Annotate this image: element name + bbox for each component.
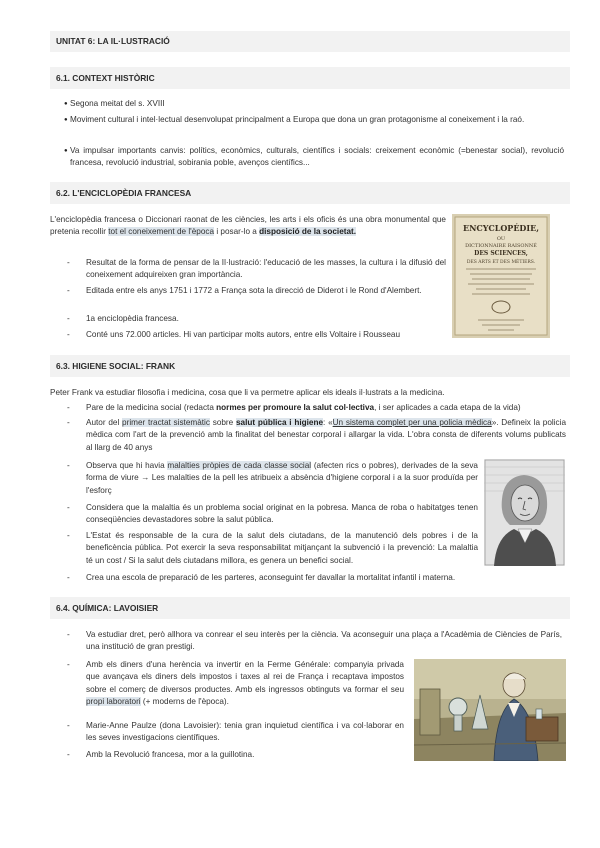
- svg-text:DES ARTS ET DES MÉTIERS.: DES ARTS ET DES MÉTIERS.: [466, 260, 536, 265]
- svg-text:OU: OU: [496, 236, 506, 242]
- frank-intro: Peter Frank va estudiar filosofia i medicina, cosa que li va permetre aplicar els ideals il·lustrats a la medicina.: [50, 388, 445, 397]
- dash-item: - Conté uns 72.000 articles. Hi van participar molts autors, entre ells Voltaire i Rousseau: [86, 329, 446, 341]
- dash-item: - Amb la Revolució francesa, mor a la guillotina.: [86, 749, 404, 761]
- bullet-item: ● Va impulsar importants canvis: polítics, econòmics, culturals, científics i socials: creixement econòmic (=benestar social), revolució francesa, revolució industrial, sobirania poble, avenços científics...: [70, 145, 564, 170]
- unit-title: UNITAT 6: LA IL·LUSTRACIÓ: [50, 31, 570, 52]
- svg-text:DICTIONNAIRE RAISONNÉ: DICTIONNAIRE RAISONNÉ: [465, 243, 537, 249]
- dash-item: - Resultat de la forma de pensar de la Il·lustració: l'educació de les masses, la cultura i la difusió del coneixement adquireixen gran importància.: [86, 257, 446, 282]
- dash-item: - Marie-Anne Paulze (dona Lavoisier): tenia gran inquietud científica i va col·laborar en les seves investigacions científiques.: [86, 720, 404, 745]
- dash-item: - L'Estat és responsable de la cura de la salut dels ciutadans, de la manutenció dels pobres i de la beneficència pública. Pot exercir la seva responsabilitat mitjançant la subvenció i la prevenció: La malaltia té un cost / Si la salut dels ciutadans millora, es genera un benefici social.: [86, 530, 478, 567]
- section-heading-context: 6.1. CONTEXT HISTÒRIC: [50, 67, 570, 89]
- dash-item: - 1a enciclopèdia francesa.: [86, 313, 446, 325]
- bullet-item: ● Segona meitat del s. XVIII: [70, 98, 564, 110]
- lavoisier-laboratory-image: [414, 659, 566, 761]
- encyclopedie-title-page-image: [452, 214, 550, 338]
- section-heading-encyclopedia: 6.2. L'ENCICLOPÈDIA FRANCESA: [50, 182, 570, 204]
- section-heading-social-hygiene: 6.3. HIGIENE SOCIAL: FRANK: [50, 355, 570, 377]
- section-heading-chemistry: 6.4. QUÍMICA: LAVOISIER: [50, 597, 570, 619]
- dash-item: - Pare de la medicina social (redacta normes per promoure la salut col·lectiva, i ser aplicades a cada etapa de la vida): [86, 402, 566, 414]
- dash-item: - Autor del primer tractat sistemàtic sobre salut pública i higiene: «Un sistema complet per una policia mèdica». Defineix la policia mèdica com l'art de la prevenció amb la finalitat del benestar corporal i allargar la vida. L'obra consta de diferents volums publicats al llarg de 40 anys: [86, 417, 566, 454]
- dash-item: - Amb els diners d'una herència va invertir en la Ferme Générale: companyia privada que avançava els diners dels impostos i taxes al rei de França i recaptava impostos sobre el comerç de diversos productes. Amb els ingressos obtinguts va formar el seu propi laboratori (+ moderns de l'època).: [86, 659, 404, 709]
- dash-item: - Considera que la malaltia és un problema social originat en la pobresa. Manca de roba o habitatges tenen conseqüències devastadores sobre la salut pública.: [86, 502, 478, 527]
- dash-item: - Editada entre els anys 1751 i 1772 a França sota la direcció de Diderot i le Rond d'Alembert.: [86, 285, 446, 297]
- encyclopedia-intro: L'enciclopèdia francesa o Diccionari raonat de les ciències, les arts i els oficis és una obra monumental que pretenia recollir tot el coneixement de l'època i posar-lo a disposició de la societat.: [50, 215, 446, 237]
- frank-portrait-image: [484, 459, 565, 566]
- dash-item: - Observa que hi havia malalties pròpies de cada classe social (afecten rics o pobres), derivades de la seva forma de viure → Les malalties de la pell les atribueix a absència d'higiene corporal i a la suor produïda per l'esforç: [86, 460, 478, 497]
- dash-item: - Va estudiar dret, però allhora va conrear el seu interès per la ciència. Va aconseguir una plaça a l'Acadèmia de Ciències de París, una institució de gran prestigi.: [86, 629, 562, 654]
- dash-item: - Crea una escola de preparació de les parteres, aconseguint fer davallar la mortalitat infantil i materna.: [86, 572, 556, 584]
- bullet-item: ● Moviment cultural i intel·lectual desenvolupat principalment a Europa que dona un gran protagonisme al coneixement i la raó.: [70, 114, 564, 126]
- svg-text:DES SCIENCES,: DES SCIENCES,: [474, 250, 528, 257]
- book-title-text: ENCYCLOPÉDIE,: [463, 223, 539, 233]
